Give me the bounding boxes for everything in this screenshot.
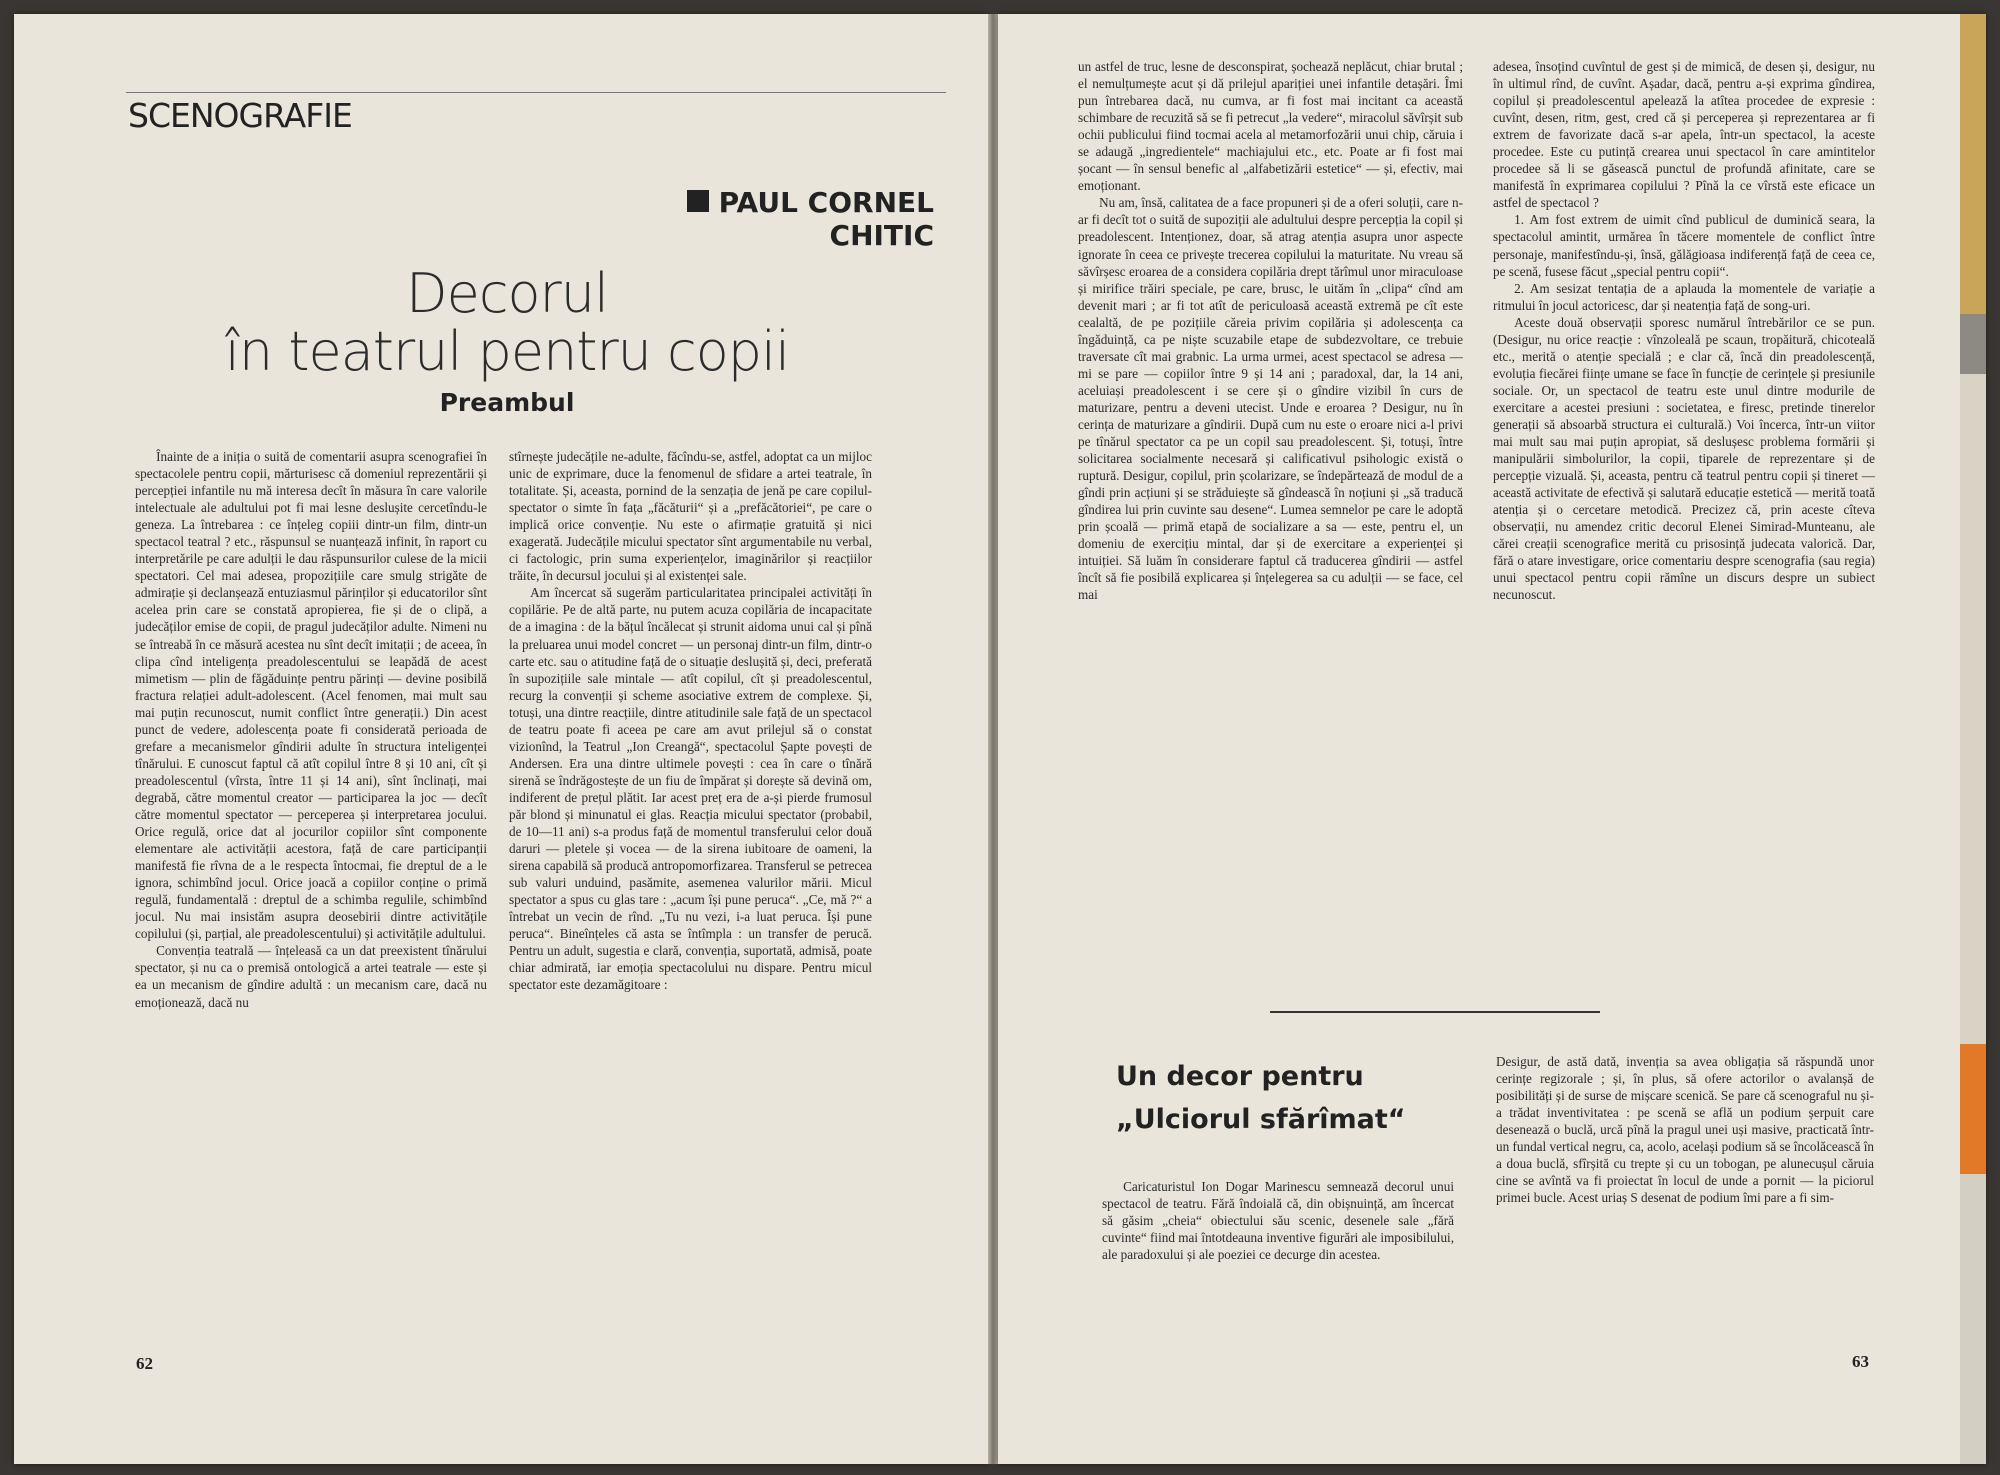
author-marker-icon bbox=[687, 190, 709, 212]
book-spine bbox=[988, 14, 998, 1464]
section-rule bbox=[126, 92, 946, 93]
article-subtitle: Preambul bbox=[439, 388, 575, 417]
paragraph: un astfel de truc, lesne de desconspirat, șochează neplăcut, chiar brutal ; el nemulțumește acut și dă prilejul apariției unei infantile detașări. Îmi pun întrebarea dacă, nu cumva, ar fi fost mai incitant ca această schimbare de recuzită să se fi petrecut „la vedere“, miracolul săvîrșit sub ochii publicului fiind tocmai acela al metamorfozării unui chip, căruia i se adaugă „ingredientele“ machiajului etc., etc. Poate ar fi fost mai șocant — în sensul benefic al „alfabetizării estetice“ — și, efectiv, mai emoționant. bbox=[1078, 59, 1463, 194]
paragraph: Caricaturistul Ion Dogar Marinescu semnează decorul unui spectacol de teatru. Fără îndoială că, din obișnuință, am încercat să găsim „cheia“ obiectului său scenic, desenele sale „fără cuvinte“ fiind mai întotdeauna inventive figurări ale imposibilului, ale paradoxului și ale poeziei ce decurge din acestea. bbox=[1102, 1179, 1454, 1263]
paragraph: Nu am, însă, calitatea de a face propuneri și de a oferi soluții, care n-ar fi decît tot o suită de supoziții ale adultului despre percepția la copil și preadolescent. Intenționez, doar, să atrag atenția asupra unor aspecte ignorate în ceea ce privește trecerea copilului la maturitate. Nu vreau să săvîrșesc eroarea de a considera copilăria drept tărîmul unor miraculoase și mirifice trăiri speciale, pe care, brusc, le uităm în „clipa“ cînd am devenit mari ; ar fi tot atît de periculoasă această extremă pe cît este cealaltă, de pe pozițiile căreia privim copilăria și adolescența ca îngăduință, ca pe niște scuzabile etape de subdezvoltare, ce trebuie traversate cît mai grabnic. La urma urmei, acest spectacol se adresa — mi se pare — copiilor între 9 și 14 ani ; paradoxal, dar, la 14 ani, aceluiași preadolescent i se cere și o gîndire vizibil în curs de maturizare, pentru a deveni utecist. Unde e eroarea ? Desigur, nu în cerința de maturizare a gîndirii. După cum nu este o eroare nici a-l privi pe tînărul spectator ca pe un copil sau preadolescent. Și, totuși, între solicitarea socialmente necesară și calificativul psihologic există o ruptură. Desigur, copilul, prin școlarizare, se îndepărtează de modul de a gîndi prin acțiuni și se străduiește să gîndească în noțiuni și „să traducă gîndirea lui prin cuvinte sau desene“. Lumea semnelor pe care le adoptă prin școală — primă etapă de socializare a sa — este, pentru el, un domeniu de exercițiu mintal, dar și de exercitare a experienței și intuiției. Să luăm în considerare faptul că traducerea gîndirii — astfel încît să fie posibilă explicarea și înțelegerea sa cu adulții — se face, cel mai bbox=[1078, 195, 1463, 603]
author-first-name: PAUL CORNEL bbox=[718, 186, 934, 219]
text-column-2 bbox=[509, 448, 872, 1203]
paragraph: Înainte de a iniția o suită de comentarii asupra scenografiei în spectacolele pentru copii, mărturisesc că domeniul reprezentării și percepției infantile nu mă interesa decît în măsura în care valorile intelectuale ale adultului pot fi mai lesne deslușite cercetîndu-le geneza. La întrebarea : ce înțeleg copiii dintr-un film, dintr-un spectacol teatral ? etc., răspunsul se nuanțează infinit, în raport cu interpretările pe care adulții le dau răspunsurilor culese de la micii spectatori. Cel mai adesea, propozițiile care smulg strigăte de admirație și declanșează entuziasmul părinților și educatorilor sînt acelea prin care se constată apropierea, fie și de o clipă, a judecăților emise de copii, de pragul judecăților adulte. Nimeni nu se întreabă în ce măsură acestea nu sînt decît imitații ; de aceea, în clipa cînd inteligența preadolescentului se leapădă de acest mimetism — plin de făgăduințe pentru părinți — devine posibilă fractura relației adult-adolescent. (Acel fenomen, mai mult sau mai puțin recunoscut, numit conflict între generații.) Din acest punct de vedere, adolescența poate fi considerată perioada de grefare a mecanismelor gîndirii adulte în structura inteligenței tînărului. E cunoscut faptul că atît copilul între 8 și 10 ani, cît și preadolescentul (vîrsta, între 11 și 14 ani), sînt înclinați, mai degrabă, către momentul creator — participarea la joc — decît către momentul spectator — perceperea și interpretarea jocului. Orice regulă, orice dat al jocurilor copiilor sînt componente elementare ale activității acestora, față de care participanții manifestă fie rîvna de a le respecta întocmai, fie dreptul de a le ignora, schimbînd jocul. Orice joacă a copiilor conține o primă regulă, fundamentală : dreptul de a schimba regulile, schimbînd jocul. Nu mai insistăm asupra deosebirii dintre activitățile copilului (și, parțial, ale preadolescentului) și activitățile adultului. bbox=[135, 449, 487, 942]
page-number-left: 62 bbox=[136, 1354, 153, 1373]
paragraph: Convenția teatrală — înțeleasă ca un dat preexistent tînărului spectator, și nu ca o premisă ontologică a artei teatrale — este și ea un mecanism de gîndire adultă : un mecanism care, dacă nu emoționează, dacă nu bbox=[135, 943, 487, 1010]
paragraph: adesea, însoțind cuvîntul de gest și de mimică, de desen și, desigur, nu în ultimul rînd, de cuvînt. Așadar, dacă, pentru a-și exprima gîndirea, copilul și preadolescentul apelează la atîtea procedee de expresie : cuvînt, desen, ritm, gest, cred că și perceperea și reprezentarea ar fi extrem de favorizate dacă s-ar apela, într-un spectacol, la aceste procedee. Este cu putință crearea unui spectacol în care amintitelor procedee să li se găsească punctul de profundă afinitate, care se manifestă în exprimarea copilului ? Pînă la ce vîrstă este eficace un astfel de spectacol ? bbox=[1493, 59, 1875, 211]
box-article-title bbox=[1116, 1055, 1446, 1141]
paragraph: Aceste două observații sporesc numărul întrebărilor ce se pun. (Desigur, nu orice reacție : vînzoleală pe scaun, tropăitură, chicoteală etc., merită o atenție specială ; e clar că, încă din preadolescență, evoluția fiecărei ființe umane se face în funcție de cerințele și presiunile sociale. Or, un spectacol de teatru este unul dintre modurile de exercitare a acestei presiuni : societatea, e firesc, pretinde tinerelor generații să absoarbă structura ei culturală.) Voi încerca, într-un viitor mai mult sau mai puțin apropiat, să deslușesc problema formării și manipulării simbolurilor, la copii, tiparele de reprezentare și de percepție vizuală. Și, aceasta, pentru că teatrul pentru copii și tineret — această activitate de efectivă și salutară educație estetică — merită toată atenția și o cercetare metodică. Precizez că, prin aceste cîteva observații, nu amendez critic decorul Elenei Simirad-Munteanu, ale cărei creații scenografice merită cu prisosință judecata valorică. Dar, fără o atare investigare, orice comentariu despre scenografia (sau regia) unui spectacol pentru copii rămîne un discurs despre un subiect necunoscut. bbox=[1493, 314, 1875, 603]
author-last-name: CHITIC bbox=[829, 219, 934, 252]
text-column-5 bbox=[1102, 1178, 1454, 1368]
box-title-line-1: Un decor pentru bbox=[1116, 1061, 1364, 1092]
page-number-right: 63 bbox=[1852, 1352, 1869, 1371]
paragraph: Desigur, de astă dată, invenția sa avea obligația să răspundă unor cerințe regizorale ; și, în plus, să ofere actorilor o avalanșă de posibilități și de surse de mișcare scenică. Se pare că scenograful nu și-a trădat inventivitatea : pe scenă se află un podium șerpuit care desenează o buclă, urcă pînă la pragul unei uși masive, practicată într-un fundal vertical negru, ca, acolo, același podium să se încolăcească în a doua buclă, sfîrșită cu trepte și cu un tobogan, pe alunecușul căruia cine se avîntă va fi proiectat în locul de unde a pornit — la piciorul primei bucle. Acest uriaș S desenat de podium îmi pare a fi sim- bbox=[1496, 1054, 1874, 1206]
page-edge-tab-grey bbox=[1960, 314, 1986, 374]
paragraph: 1. Am fost extrem de uimit cînd publicul de duminică seara, la spectacolul amintit, urmărea în tăcere momentele de conflict între personaje, manifestîndu-și, însă, gălăgioasa indiferență față de ceea ce, pe scenă, fusese făcut „special pentru copii“. bbox=[1493, 212, 1875, 279]
text-column-4 bbox=[1493, 58, 1875, 956]
paragraph: Am încercat să sugerăm particularitatea principalei activități în copilărie. Pe de altă parte, nu putem acuza copilăria de incapacitate de a imagina : de la bățul încălecat și strunit aidoma unui cal și pînă la preluarea unui model concret — un personaj dintr-un film, dintr-o carte etc. sau o atitudine față de o situație deslușită și, deci, preferată în supozițiile sale mintale — atît copilul, cît și preadolescentul, recurg la convenții și scheme asociative extrem de complexe. Și, totuși, una dintre reacțiile, dintre atitudinile sale față de un spectacol de teatru poate fi aceea pe care am avut prilejul să o constat vizionînd, la Teatrul „Ion Creangă“, spectacolul Șapte povești de Andersen. Era una dintre ultimele povești : cea în care o tînără sirenă se îndrăgostește de un fiu de împărat și dorește să devină om, indiferent de prețul plătit. Iar acest preț era de a-și pierde frumosul păr blond și minunatul ei glas. Reacția micului spectator (probabil, de 10—11 ani) s-a produs față de momentul transferului celor două daruri — pletele și vocea — de la sirena iubitoare de oameni, la sirena capabilă să producă antropomorfizarea. Transferul se petrecea sub valuri unduind, pasămite, asemenea valurilor mării. Micul spectator a spus cu glas tare : „acum își pune peruca“. „Ce, mă ?“ a întrebat un vecin de rînd. „Tu nu vezi, i-a luat peruca. Își pune peruca“. Bineînțeles că asta se întîmpla : un transfer de perucă. Pentru un adult, sugestia e clară, convenția, suportată, admisă, poate chiar admirată, iar emoția spectacolului nu dispare. Pentru micul spectator este dezamăgitoare : bbox=[509, 585, 872, 993]
paragraph: stîrnește judecățile ne-adulte, făcîndu-se, astfel, adoptat ca un mijloc unic de exprimare, duce la fenomenul de sfidare a artei teatrale, în totalitate. Și, aceasta, pornind de la senzația de jenă pe care copilul-spectator o simte în fața „făcăturii“ și a „prefăcătoriei“, pe care o implică orice convenție. Nu este o afirmație gratuită și nici exagerată. Judecățile micului spectator sînt argumentabile nu verbal, ci factologic, prin suma experiențelor, imaginărilor și reacțiilor trăite, în decursul jocului și al existenței sale. bbox=[509, 449, 872, 584]
page-edge-tab-light bbox=[1960, 374, 1986, 1044]
text-column-3 bbox=[1078, 58, 1463, 956]
text-column-6 bbox=[1496, 1053, 1874, 1368]
box-divider-rule bbox=[1270, 1011, 1600, 1013]
article-title-line-1: Decorul bbox=[406, 262, 608, 325]
section-title: SCENOGRAFIE bbox=[128, 96, 352, 135]
page-edge-tab-orange bbox=[1960, 1044, 1986, 1174]
text-column-1 bbox=[135, 448, 487, 1203]
page-edge-tab-lower bbox=[1960, 1174, 1986, 1464]
article-title-line-2: în teatrul pentru copii bbox=[224, 320, 790, 383]
author-name bbox=[574, 186, 934, 252]
paragraph: 2. Am sesizat tentația de a aplauda la momentele de variație a ritmului în jocul actoricesc, dar și neatenția față de song-uri. bbox=[1493, 280, 1875, 313]
box-title-line-2: „Ulciorul sfărîmat“ bbox=[1116, 1104, 1406, 1135]
page-edge-tab-gold bbox=[1960, 14, 1986, 314]
